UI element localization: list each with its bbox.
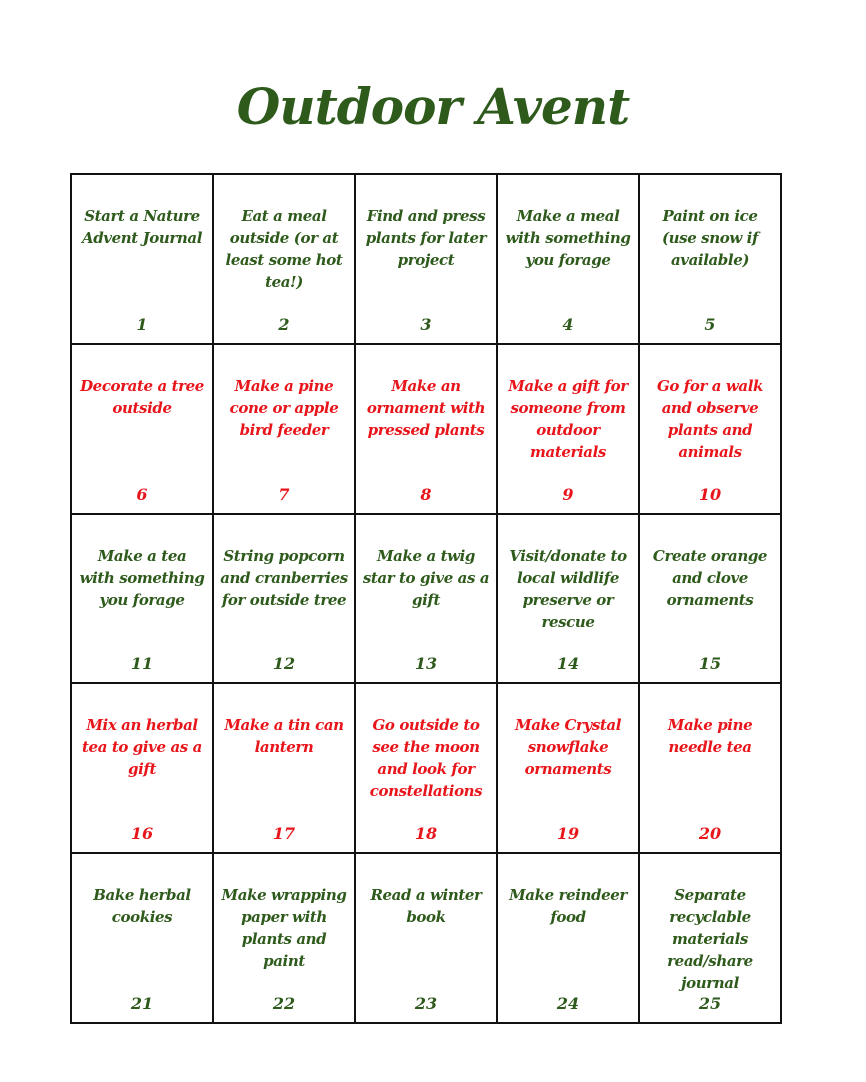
activity-text: Create orange and clove ornaments [652,546,768,609]
day-number: 10 [698,484,722,504]
activity-text: Go outside to see the moon and look for constellations [369,716,483,801]
calendar-cell-day-4 [498,175,640,345]
calendar-cell-day-24 [498,854,640,1024]
activity-text: Go for a walk and observe plants and animals [656,376,764,461]
activity-text: Bake herbal cookies [93,886,191,927]
day-number: 13 [414,654,438,674]
activity-text: Eat a meal outside (or at least some hot tea!) [225,207,343,291]
calendar-cell-day-21 [72,854,214,1024]
day-number: 16 [130,824,154,844]
day-number: 4 [562,314,574,334]
day-number: 3 [420,314,432,334]
activity-text: Make a twig star to give as a gift [362,546,490,609]
activity-text: Find and press plants for later project [365,207,487,269]
activity-text: Make a meal with something you forage [505,207,631,269]
day-number: 22 [272,994,296,1013]
page-title: Outdoor Avent [236,77,630,136]
activity-text: Make a tin can lantern [224,716,344,757]
calendar-cell-day-2 [214,175,356,345]
calendar-cell-day-25 [640,854,782,1024]
day-number: 25 [698,994,722,1013]
calendar-cell-day-23 [356,854,498,1024]
calendar-cell-day-8 [356,345,498,515]
activity-text: Make pine needle tea [667,716,753,757]
activity-text: Make an ornament with pressed plants [366,376,486,439]
day-number: 6 [136,484,148,504]
day-number: 7 [278,484,290,504]
day-number: 21 [130,994,154,1013]
activity-text: Make reindeer food [509,886,627,927]
day-number: 15 [698,654,722,674]
activity-text: Make a tea with something you forage [79,546,205,609]
activity-text: Make a gift for someone from outdoor materials [508,376,628,461]
day-number: 9 [562,484,574,504]
activity-text: Visit/donate to local wildlife preserve or rescue [509,546,627,631]
calendar-cell-day-1 [72,175,214,345]
calendar-cell-day-5 [640,175,782,345]
day-number: 8 [420,484,432,504]
day-number: 5 [704,314,716,334]
activity-text: Read a winter book [370,886,482,927]
advent-calendar-grid [70,173,782,1024]
calendar-cell-day-15 [640,515,782,685]
day-number: 24 [556,994,580,1013]
calendar-cell-day-22 [214,854,356,1024]
activity-text: Separate recyclable materials read/share journal [667,886,753,993]
calendar-cell-day-7 [214,345,356,515]
calendar-cell-day-18 [356,684,498,854]
activity-text: Make a pine cone or apple bird feeder [229,376,339,439]
activity-text: Mix an herbal tea to give as a gift [82,716,202,779]
calendar-cell-day-12 [214,515,356,685]
calendar-cell-day-9 [498,345,640,515]
day-number: 23 [414,994,438,1013]
day-number: 12 [272,654,296,674]
calendar-cell-day-13 [356,515,498,685]
calendar-cell-day-14 [498,515,640,685]
calendar-cell-day-11 [72,515,214,685]
day-number: 17 [272,824,296,844]
calendar-cell-day-17 [214,684,356,854]
activity-text: Make wrapping paper with plants and paint [221,886,347,971]
calendar-cell-day-20 [640,684,782,854]
day-number: 2 [278,314,290,334]
activity-text: Start a Nature Advent Journal [81,207,203,247]
activity-text: Make Crystal snowflake ornaments [514,716,622,779]
day-number: 11 [130,654,154,674]
day-number: 19 [556,824,580,844]
activity-text: Paint on ice (use snow if available) [661,207,759,269]
activity-text: Decorate a tree outside [80,376,204,417]
calendar-cell-day-6 [72,345,214,515]
day-number: 18 [414,824,438,844]
calendar-cell-day-16 [72,684,214,854]
day-number: 1 [136,314,148,334]
day-number: 20 [698,824,722,844]
day-number: 14 [556,654,580,674]
calendar-cell-day-10 [640,345,782,515]
calendar-cell-day-3 [356,175,498,345]
calendar-cell-day-19 [498,684,640,854]
activity-text: String popcorn and cranberries for outside tree [220,546,348,609]
